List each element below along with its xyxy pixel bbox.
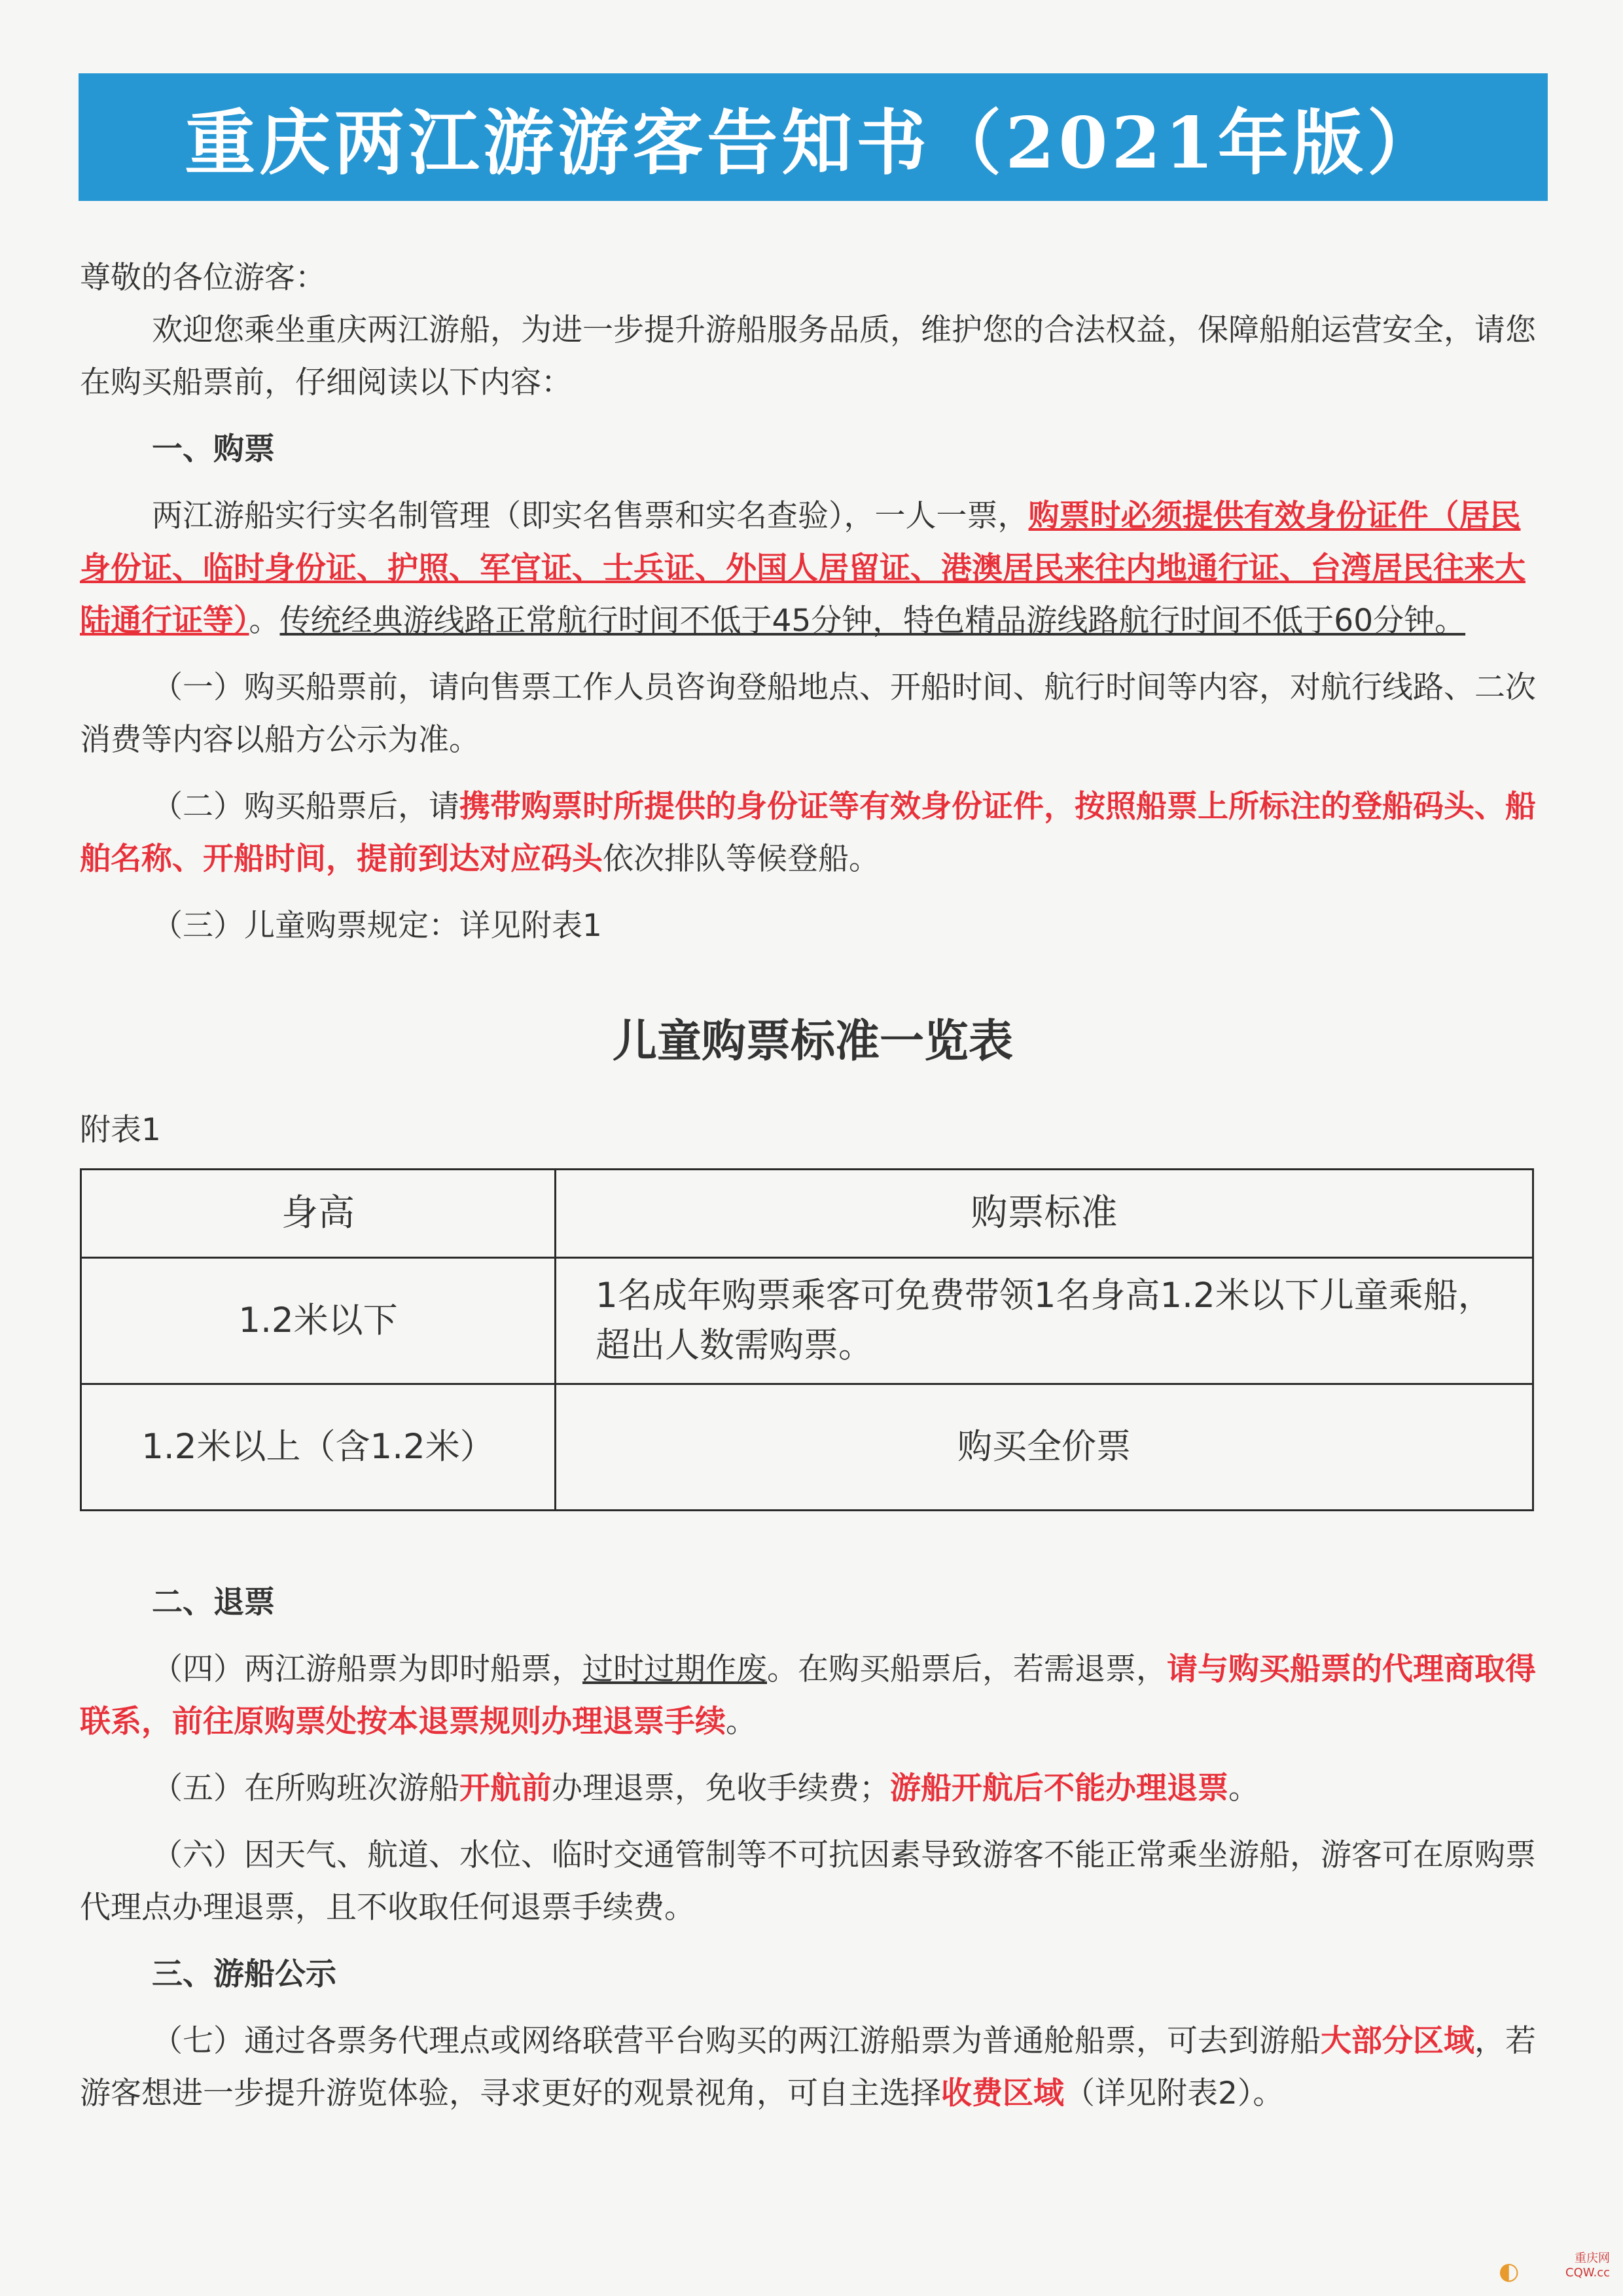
item-6: （六）因天气、航道、水位、临时交通管制等不可抗因素导致游客不能正常乘坐游船，游客可在原购票代理点办理退票，且不收取任何退票手续费。 (80, 1837, 1536, 1926)
item-4-text-a: （四）两江游船票为即时船票， (152, 1651, 582, 1687)
item-2-text-c: 依次排队等候登船。 (603, 841, 880, 877)
item-7-most-areas: 大部分区域 (1321, 2023, 1474, 2059)
item-7-paid-areas: 收费区域 (941, 2075, 1064, 2111)
watermark-domain: CQW.cc (1565, 2266, 1610, 2280)
table-row (81, 1258, 1533, 1384)
purchase-paragraph (80, 490, 1546, 647)
item-7-text-c: ，若游客想进一步提升游览体验，寻求更好的观景视角，可自主选择 (80, 2023, 1536, 2111)
id-requirement-highlight: 购票时必须提供有效身份证件（居民身份证、临时身份证、护照、军官证、士兵证、外国人居留证、港澳居民来往内地通行证、台湾居民往来大陆通行证等） (80, 498, 1525, 639)
item-2-highlight: 携带购票时所提供的身份证等有效身份证件，按照船票上所标注的登船码头、船舶名称、开船时间，提前到达对应码头 (80, 789, 1536, 877)
item-4-text-e: 。 (726, 1704, 757, 1740)
item-5-before-departure: 开航前 (459, 1770, 552, 1806)
header-height: 身高 (81, 1170, 556, 1258)
item-5-text-a: （五）在所购班次游船 (152, 1770, 459, 1806)
child-ticket-table (80, 1168, 1534, 1511)
item-5-text-e: 。 (1228, 1770, 1259, 1806)
purchase-text-c: 。 (249, 603, 280, 639)
item-1: （一）购买船票前，请向售票工作人员咨询登船地点、开船时间、航行时间等内容，对航行线路、二次消费等内容以船方公示为准。 (80, 670, 1536, 758)
row-1-height: 1.2米以下 (81, 1258, 556, 1384)
table-title: 儿童购票标准一览表 (612, 1016, 1013, 1067)
item-2 (80, 781, 1546, 886)
section-heading-notice: 三、游船公示 (152, 1956, 336, 1992)
item-2-text-a: （二）购买船票后，请 (152, 789, 459, 825)
section-heading-purchase: 一、购票 (152, 431, 275, 467)
table-caption: 附表1 (80, 1112, 161, 1148)
item-5 (80, 1763, 1546, 1815)
watermark-name: 重庆网 (1575, 2251, 1610, 2265)
row-2-height: 1.2米以上（含1.2米） (81, 1384, 556, 1511)
item-4-highlight: 请与购买船票的代理商取得联系，前往原购票处按本退票规则办理退票手续 (80, 1651, 1536, 1740)
header-standard: 购票标准 (556, 1170, 1533, 1258)
watermark-logo-icon: ◐ (1499, 2258, 1520, 2285)
table-row (81, 1384, 1533, 1511)
purchase-text-a: 两江游船实行实名制管理（即实名售票和实名查验），一人一票， (152, 498, 1029, 534)
row-1-standard: 1名成年购票乘客可免费带领1名身高1.2米以下儿童乘船，超出人数需购票。 (556, 1258, 1533, 1384)
watermark (1525, 2251, 1610, 2288)
intro-paragraph: 欢迎您乘坐重庆两江游船，为进一步提升游船服务品质，维护您的合法权益，保障船舶运营安全，请您在购买船票前，仔细阅读以下内容： (80, 312, 1536, 401)
greeting: 尊敬的各位游客： (80, 260, 326, 296)
page-title: 重庆两江游游客告知书（2021年版） (185, 102, 1442, 185)
item-4-expiry: 过时过期作废 (582, 1651, 767, 1687)
title-banner (79, 73, 1548, 201)
document-body (80, 252, 1546, 2120)
item-5-text-c: 办理退票，免收手续费； (552, 1770, 890, 1806)
item-7-text-e: （详见附表2）。 (1064, 2075, 1284, 2111)
item-5-no-refund: 游船开航后不能办理退票 (890, 1770, 1228, 1806)
item-7 (80, 2015, 1546, 2120)
item-4-text-c: 。在购买船票后，若需退票， (767, 1651, 1167, 1687)
sailing-duration-note: 传统经典游线路正常航行时间不低于45分钟，特色精品游线路航行时间不低于60分钟。 (279, 603, 1466, 639)
item-3: （三）儿童购票规定：详见附表1 (152, 908, 602, 944)
row-2-standard: 购买全价票 (556, 1384, 1533, 1511)
item-7-text-a: （七）通过各票务代理点或网络联营平台购买的两江游船票为普通舱船票，可去到游船 (152, 2023, 1321, 2059)
section-heading-refund: 二、退票 (152, 1585, 275, 1621)
table-header-row (81, 1170, 1533, 1258)
item-4 (80, 1643, 1546, 1748)
